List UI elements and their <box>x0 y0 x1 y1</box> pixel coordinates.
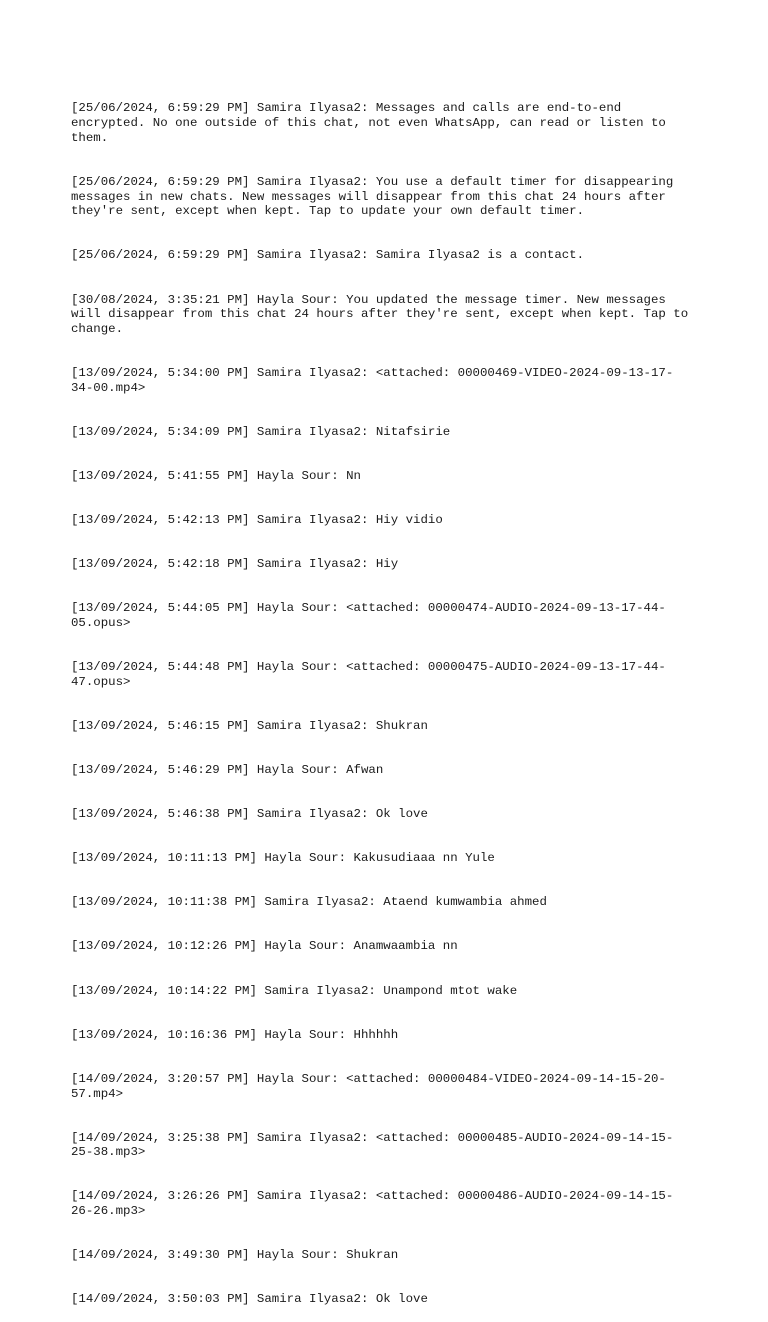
message-line: [13/09/2024, 10:12:26 PM] Hayla Sour: Anamwaambia nn <box>71 939 458 954</box>
message-line: [14/09/2024, 3:20:57 PM] Hayla Sour: <attached: 00000484-VIDEO-2024-09-14-15-20- 57.mp4> <box>71 1071 666 1101</box>
message-line: [13/09/2024, 10:11:13 PM] Hayla Sour: Kakusudiaaa nn Yule <box>71 851 495 866</box>
message-line: [13/09/2024, 5:42:18 PM] Samira Ilyasa2: Hiy <box>71 557 399 572</box>
message-line: [30/08/2024, 3:35:21 PM] Hayla Sour: You updated the message timer. New messages will disappear from this chat 24 hours after they're sent, except when kept. Tap to change. <box>71 292 689 336</box>
message-line: [25/06/2024, 6:59:29 PM] Samira Ilyasa2: Messages and calls are end-to-end encrypted. No one outside of this chat, not even WhatsApp, can read or listen to them. <box>71 101 666 145</box>
message-line: [13/09/2024, 5:44:05 PM] Hayla Sour: <attached: 00000474-AUDIO-2024-09-13-17-44- 05.opus> <box>71 601 666 631</box>
message-line: [14/09/2024, 3:49:30 PM] Hayla Sour: Shukran <box>71 1248 399 1263</box>
message-line: [13/09/2024, 5:34:00 PM] Samira Ilyasa2: <attached: 00000469-VIDEO-2024-09-13-17- 34-00.mp4> <box>71 366 674 395</box>
chat-transcript <box>71 72 701 1322</box>
message-line: [13/09/2024, 5:34:09 PM] Samira Ilyasa2: Nitafsirie <box>71 424 451 439</box>
message-line: [14/09/2024, 3:25:38 PM] Samira Ilyasa2: <attached: 00000485-AUDIO-2024-09-14-15- 25-38.mp3> <box>71 1130 674 1160</box>
message-line: [13/09/2024, 5:46:15 PM] Samira Ilyasa2: Shukran <box>71 718 428 733</box>
message-line: [13/09/2024, 5:46:29 PM] Hayla Sour: Afwan <box>71 763 384 778</box>
message-line: [13/09/2024, 10:16:36 PM] Hayla Sour: Hhhhhh <box>71 1027 399 1042</box>
message-line: [14/09/2024, 3:26:26 PM] Samira Ilyasa2: <attached: 00000486-AUDIO-2024-09-14-15- 26-26.mp3> <box>71 1189 674 1219</box>
message-line: [13/09/2024, 5:42:13 PM] Samira Ilyasa2: Hiy vidio <box>71 513 443 528</box>
message-line: [13/09/2024, 10:11:38 PM] Samira Ilyasa2: Ataend kumwambia ahmed <box>71 895 547 910</box>
message-line: [13/09/2024, 5:44:48 PM] Hayla Sour: <attached: 00000475-AUDIO-2024-09-13-17-44- 47.opus> <box>71 660 666 689</box>
message-line: [25/06/2024, 6:59:29 PM] Samira Ilyasa2: Samira Ilyasa2 is a contact. <box>71 248 585 263</box>
message-line: [14/09/2024, 3:50:03 PM] Samira Ilyasa2: Ok love <box>71 1292 428 1307</box>
message-line: [13/09/2024, 5:46:38 PM] Samira Ilyasa2: Ok love <box>71 807 428 822</box>
message-line: [13/09/2024, 10:14:22 PM] Samira Ilyasa2: Unampond mtot wake <box>71 983 518 998</box>
message-line: [13/09/2024, 5:41:55 PM] Hayla Sour: Nn <box>71 468 361 483</box>
message-line: [25/06/2024, 6:59:29 PM] Samira Ilyasa2: You use a default timer for disappearing messages in new chats. New messages will disappear from this chat 24 hours after they're sent, except when kept. Tap to update your own default timer. <box>71 174 674 219</box>
